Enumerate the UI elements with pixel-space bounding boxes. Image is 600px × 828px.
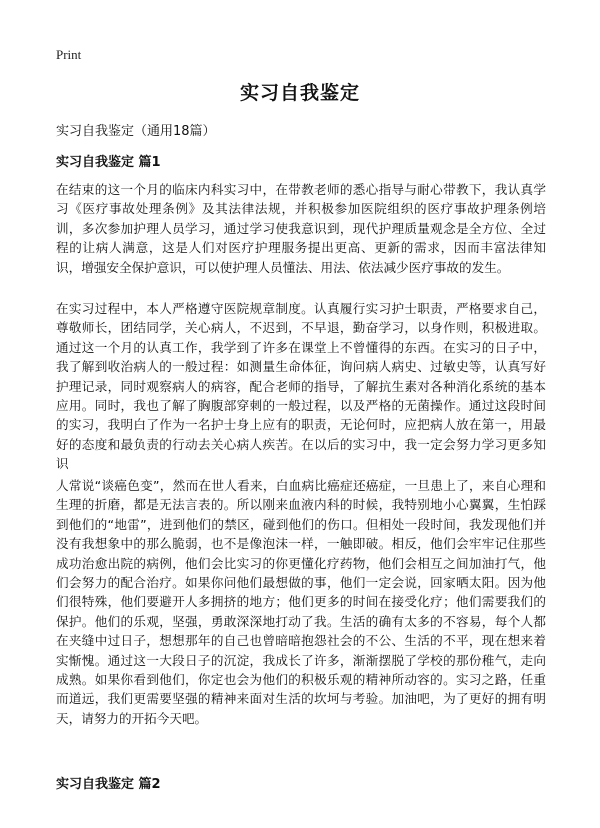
print-link[interactable]: Print <box>56 47 82 62</box>
section-heading-2: 实习自我鉴定 篇2 <box>56 777 161 792</box>
section-1-paragraph-3: 人常说“谈癌色变”，然而在世人看来，白血病比癌症还癌症，一旦患上了，来自心理和生理的折磨，都是无法言表的。所以刚来血液内科的时候，我特别地小心翼翼，生怕踩到他们的“地雷”，进到他们的禁区，碰到他们的伤口。但相处一段时间，我发现他们并没有我想象中的那么脆弱，也不是像泡沫一样，一触即破。相反，他们会牢牢记住那些成功治愈出院的病例，他们会比实习的你更懂化疗药物，他们会相互之间加油打气，他们会努力的配合治疗。如果你问他们最想做的事，他们一定会说，回家晒太阳。因为他们很特殊，他们要避开人多拥挤的地方；他们更多的时间在接受化疗；他们需要我们的保护。他们的乐观，坚强，勇敢深深地打动了我。生活的确有太多的不容易，每个人都在夹缝中过日子，想想那年的自己也曾暗暗抱怨社会的不公、生活的不平，现在想来着实惭愧。通过这一大段日子的沉淀，我成长了许多，渐渐摆脱了学校的那份稚气，走向成熟。如果你看到他们，你定也会为他们的积极乐观的精神所动容的。实习之路，任重而道远，我们更需要坚强的精神来面对生活的坎坷与考验。加油吧，为了更好的拥有明天，请努力的开拓今天吧。 <box>56 478 546 726</box>
page-title: 实习自我鉴定 <box>239 82 360 104</box>
section-heading-1: 实习自我鉴定 篇1 <box>56 155 161 170</box>
section-1-paragraph-2: 在实习过程中，本人严格遵守医院规章制度。认真履行实习护士职责，严格要求自己，尊敬师长，团结同学，关心病人，不迟到，不早退，勤奋学习，以身作则，积极进取。通过这一个月的认真工作，我学到了许多在课堂上不曾懂得的东西。在实习的日子中，我了解到收治病人的一般过程：如测量生命体征，询问病人病史、过敏史等，认真写好护理记录，同时观察病人的病容，配合老师的指导，了解抗生素对各种消化系统的基本应用。同时，我也了解了胸腹部穿刺的一般过程，以及严格的无菌操作。通过这段时间的实习，我明白了作为一名护士身上应有的职责，无论何时，应把病人放在第一，用最好的态度和最负责的行动去关心病人疾苦。在以后的实习中，我一定会努力学习更多知识 <box>56 301 546 472</box>
section-1-paragraph-1: 在结束的这一个月的临床内科实习中，在带教老师的悉心指导与耐心带教下，我认真学习《医疗事故处理条例》及其法律法规，并积极参加医院组织的医疗事故护理条例培训，多次参加护理人员学习，通过学习使我意识到，现代护理质量观念是全方位、全过程的让病人满意，这是人们对医疗护理服务提出更高、更新的需求，因而丰富法律知识，增强安全保护意识，可以使护理人员懂法、用法、依法减少医疗事故的发生。 <box>56 182 546 275</box>
document-subtitle: 实习自我鉴定（通用18篇） <box>56 124 216 139</box>
